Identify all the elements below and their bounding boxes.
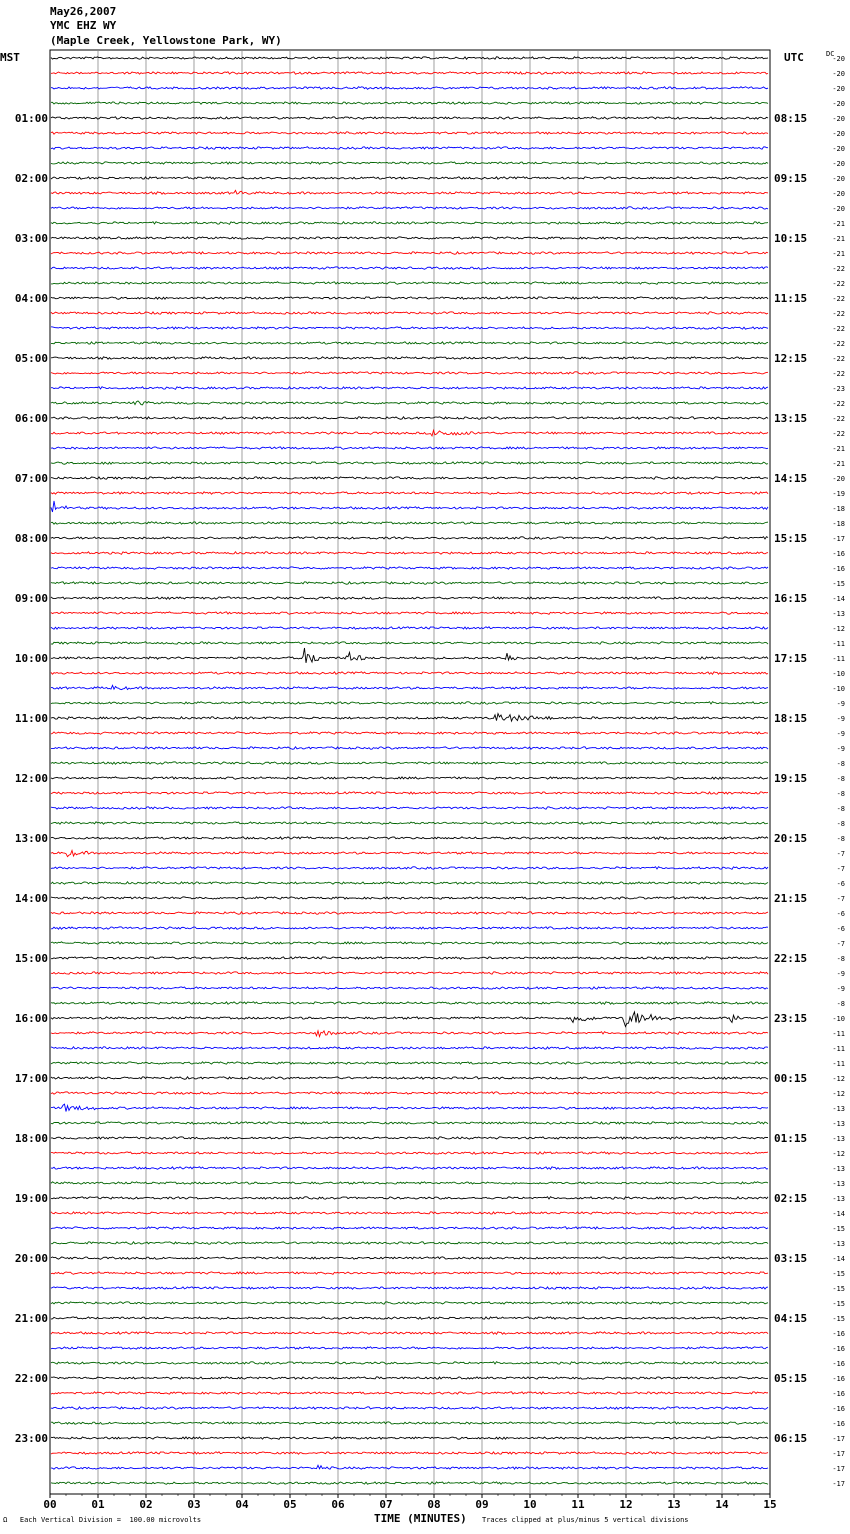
trace-line: [51, 1242, 768, 1244]
dc-offset-label: -16: [832, 1360, 845, 1368]
left-hour-label: 04:00: [14, 292, 48, 305]
trace-line: [51, 912, 768, 914]
trace-line: [51, 417, 768, 419]
left-hour-label: 05:00: [14, 352, 48, 365]
trace-line: [51, 1092, 768, 1094]
trace-line: [51, 1317, 768, 1319]
dc-offset-label: -8: [836, 1000, 845, 1008]
right-hour-label: 23:15: [774, 1012, 808, 1025]
dc-offset-label: -15: [832, 580, 845, 588]
trace-line: [51, 537, 768, 539]
dc-offset-label: -8: [836, 955, 845, 963]
trace-line: [51, 957, 768, 959]
dc-offset-label: -20: [832, 175, 845, 183]
dc-offset-label: -22: [832, 415, 845, 423]
dc-offset-label: -17: [832, 1465, 845, 1473]
date-label: May26,2007: [50, 5, 117, 18]
station-label: YMC EHZ WY: [50, 19, 117, 32]
dc-offset-label: -16: [832, 1345, 845, 1353]
trace-line: [51, 747, 768, 749]
left-hour-label: 17:00: [14, 1072, 48, 1085]
trace-line: [51, 567, 768, 569]
right-hour-label: 12:15: [774, 352, 808, 365]
dc-offset-label: -20: [832, 160, 845, 168]
trace-line: [51, 147, 768, 149]
dc-offset-label: -12: [832, 1150, 845, 1158]
x-tick-label: 06: [331, 1498, 345, 1511]
dc-offset-label: -22: [832, 280, 845, 288]
trace-line: [51, 792, 768, 794]
clip-note: Traces clipped at plus/minus 5 vertical divisions: [482, 1516, 689, 1524]
dc-offset-label: -11: [832, 1060, 845, 1068]
trace-line: [51, 1437, 768, 1439]
dc-offset-label: -14: [832, 595, 845, 603]
dc-offset-label: -15: [832, 1270, 845, 1278]
dc-offset-label: -17: [832, 1450, 845, 1458]
dc-offset-label: -18: [832, 505, 845, 513]
dc-offset-label: -6: [836, 910, 845, 918]
right-hour-label: 03:15: [774, 1252, 808, 1265]
right-hour-label: 22:15: [774, 952, 808, 965]
dc-offset-label: -16: [832, 565, 845, 573]
trace-line: [51, 462, 768, 464]
trace-line: [51, 1482, 768, 1484]
trace-line: [51, 1167, 768, 1170]
trace-line: [51, 597, 768, 599]
trace-line: [51, 1302, 768, 1304]
right-hour-label: 06:15: [774, 1432, 808, 1445]
left-hour-label: 12:00: [14, 772, 48, 785]
trace-line: [51, 582, 768, 584]
trace-line: [51, 297, 768, 299]
trace-line: [51, 972, 768, 974]
trace-line: [51, 1422, 768, 1424]
left-hour-label: 03:00: [14, 232, 48, 245]
dc-offset-label: -6: [836, 880, 845, 888]
dc-offset-label: -14: [832, 1255, 845, 1263]
trace-line: [51, 702, 768, 704]
x-tick-label: 05: [283, 1498, 297, 1511]
dc-offset-label: -20: [832, 190, 845, 198]
trace-line: [51, 312, 768, 314]
dc-offset-label: -22: [832, 340, 845, 348]
dc-offset-label: -23: [832, 385, 845, 393]
left-hour-label: 08:00: [14, 532, 48, 545]
dc-offset-label: -7: [836, 940, 845, 948]
dc-offset-label: -8: [836, 790, 845, 798]
x-tick-label: 04: [235, 1498, 249, 1511]
right-hour-label: 09:15: [774, 172, 808, 185]
dc-offset-label: -16: [832, 1420, 845, 1428]
left-hour-label: 14:00: [14, 892, 48, 905]
left-hour-label: 01:00: [14, 112, 48, 125]
left-hour-label: 02:00: [14, 172, 48, 185]
trace-line: [51, 477, 768, 479]
right-hour-label: 15:15: [774, 532, 808, 545]
dc-offset-label: -20: [832, 475, 845, 483]
trace-line: [51, 1077, 768, 1079]
location-label: (Maple Creek, Yellowstone Park, WY): [50, 34, 282, 47]
dc-offset-label: -7: [836, 865, 845, 873]
dc-offset-label: -10: [832, 685, 845, 693]
trace-line: [51, 942, 768, 944]
x-tick-label: 14: [715, 1498, 729, 1511]
dc-offset-label: -6: [836, 925, 845, 933]
dc-offset-label: -22: [832, 310, 845, 318]
trace-line: [51, 387, 768, 390]
dc-offset-label: -16: [832, 1330, 845, 1338]
dc-offset-label: -13: [832, 1180, 845, 1188]
x-tick-label: 12: [619, 1498, 633, 1511]
dc-offset-label: -22: [832, 430, 845, 438]
trace-line: [51, 552, 768, 555]
vertical-division-note: [3, 1516, 201, 1524]
x-tick-label: 02: [139, 1498, 153, 1511]
trace-line: [51, 1002, 768, 1005]
right-hour-label: 04:15: [774, 1312, 808, 1325]
dc-offset-label: -13: [832, 1240, 845, 1248]
trace-line: [51, 1062, 768, 1064]
trace-line: [51, 357, 768, 360]
dc-offset-label: -16: [832, 1405, 845, 1413]
right-hour-label: 01:15: [774, 1132, 808, 1145]
left-hour-label: 07:00: [14, 472, 48, 485]
dc-offset-label: -20: [832, 145, 845, 153]
dc-offset-label: -9: [836, 715, 845, 723]
dc-offset-label: -22: [832, 295, 845, 303]
dc-offset-label: -11: [832, 655, 845, 663]
left-timezone-label: MST: [0, 51, 20, 64]
right-hour-label: 18:15: [774, 712, 808, 725]
right-hour-label: 00:15: [774, 1072, 808, 1085]
right-hour-label: 10:15: [774, 232, 808, 245]
right-hour-label: 19:15: [774, 772, 808, 785]
trace-line: [51, 714, 768, 722]
dc-offset-label: -10: [832, 670, 845, 678]
dc-offset-header: DC: [826, 50, 835, 58]
dc-offset-label: -9: [836, 730, 845, 738]
trace-line: [51, 207, 768, 209]
dc-offset-label: -21: [832, 250, 845, 258]
dc-offset-label: -22: [832, 355, 845, 363]
dc-offset-label: -22: [832, 370, 845, 378]
dc-offset-label: -20: [832, 115, 845, 123]
left-hour-label: 06:00: [14, 412, 48, 425]
dc-offset-label: -12: [832, 625, 845, 633]
dc-offset-label: -20: [832, 55, 845, 63]
vertical-division-text: Each Vertical Division = 100.00 microvolts: [19, 1516, 202, 1524]
dc-offset-label: -8: [836, 760, 845, 768]
right-timezone-label: UTC: [784, 51, 804, 64]
dc-offset-label: -12: [832, 1090, 845, 1098]
dc-offset-label: -11: [832, 1045, 845, 1053]
right-hour-label: 13:15: [774, 412, 808, 425]
trace-line: [51, 807, 768, 809]
right-hour-label: 05:15: [774, 1372, 808, 1385]
trace-line: [51, 672, 768, 674]
left-hour-label: 18:00: [14, 1132, 48, 1145]
dc-offset-label: -9: [836, 745, 845, 753]
trace-line: [51, 177, 768, 179]
dc-offset-label: -22: [832, 400, 845, 408]
left-hour-label: 20:00: [14, 1252, 48, 1265]
dc-offset-label: -7: [836, 895, 845, 903]
x-tick-label: 11: [571, 1498, 585, 1511]
dc-offset-label: -21: [832, 235, 845, 243]
left-hour-label: 22:00: [14, 1372, 48, 1385]
x-tick-label: 15: [763, 1498, 777, 1511]
trace-line: [51, 87, 768, 90]
left-hour-label: 10:00: [14, 652, 48, 665]
trace-line: [51, 987, 768, 989]
dc-offset-label: -10: [832, 1015, 845, 1023]
trace-line: [51, 642, 768, 644]
trace-line: [51, 522, 768, 524]
dc-offset-label: -9: [836, 700, 845, 708]
dc-offset-label: -18: [832, 520, 845, 528]
trace-line: [51, 1287, 768, 1289]
trace-line: [51, 1257, 768, 1259]
trace-line: [51, 327, 768, 329]
dc-offset-label: -21: [832, 460, 845, 468]
trace-line: [51, 190, 768, 194]
trace-line: [51, 732, 768, 734]
dc-offset-label: -13: [832, 1165, 845, 1173]
x-tick-label: 13: [667, 1498, 681, 1511]
corner-glyph: Ω: [3, 1516, 8, 1524]
dc-offset-label: -20: [832, 130, 845, 138]
dc-offset-label: -13: [832, 1195, 845, 1203]
right-hour-label: 20:15: [774, 832, 808, 845]
trace-line: [51, 867, 768, 870]
trace-line: [51, 897, 768, 899]
left-hour-label: 11:00: [14, 712, 48, 725]
dc-offset-label: -8: [836, 775, 845, 783]
x-axis-title: TIME (MINUTES): [374, 1512, 467, 1525]
trace-line: [51, 1182, 768, 1184]
trace-line: [51, 1465, 768, 1469]
trace-line: [51, 102, 768, 104]
x-tick-label: 08: [427, 1498, 441, 1511]
dc-offset-label: -7: [836, 850, 845, 858]
trace-line: [51, 1272, 768, 1274]
trace-line: [51, 267, 768, 269]
dc-offset-label: -9: [836, 970, 845, 978]
left-hour-label: 13:00: [14, 832, 48, 845]
left-hour-label: 15:00: [14, 952, 48, 965]
x-tick-label: 00: [43, 1498, 57, 1511]
dc-offset-label: -15: [832, 1285, 845, 1293]
trace-line: [51, 57, 768, 59]
dc-offset-label: -13: [832, 1105, 845, 1113]
dc-offset-label: -12: [832, 1075, 845, 1083]
right-hour-label: 16:15: [774, 592, 808, 605]
dc-offset-label: -16: [832, 1390, 845, 1398]
right-hour-label: 08:15: [774, 112, 808, 125]
trace-line: [51, 1031, 768, 1037]
trace-line: [51, 1047, 768, 1049]
right-hour-label: 14:15: [774, 472, 808, 485]
right-hour-label: 11:15: [774, 292, 808, 305]
dc-offset-label: -15: [832, 1300, 845, 1308]
left-hour-label: 19:00: [14, 1192, 48, 1205]
trace-line: [51, 882, 768, 884]
trace-line: [51, 685, 768, 689]
dc-offset-label: -19: [832, 490, 845, 498]
dc-offset-label: -15: [832, 1315, 845, 1323]
left-hour-label: 09:00: [14, 592, 48, 605]
dc-offset-label: -20: [832, 70, 845, 78]
trace-line: [51, 342, 768, 344]
trace-line: [51, 1212, 768, 1214]
dc-offset-label: -21: [832, 445, 845, 453]
dc-offset-label: -16: [832, 550, 845, 558]
dc-offset-label: -9: [836, 985, 845, 993]
trace-line: [51, 492, 768, 494]
right-hour-label: 17:15: [774, 652, 808, 665]
x-tick-label: 09: [475, 1498, 489, 1511]
trace-line: [51, 612, 768, 614]
x-tick-label: 03: [187, 1498, 201, 1511]
trace-line: [51, 237, 768, 239]
x-tick-label: 10: [523, 1498, 537, 1511]
trace-line: [51, 1012, 768, 1027]
dc-offset-label: -13: [832, 1120, 845, 1128]
x-tick-label: 07: [379, 1498, 393, 1511]
trace-line: [51, 1377, 768, 1379]
left-hour-label: 16:00: [14, 1012, 48, 1025]
dc-offset-label: -15: [832, 1225, 845, 1233]
dc-offset-label: -17: [832, 1480, 845, 1488]
dc-offset-label: -8: [836, 820, 845, 828]
trace-line: [51, 837, 768, 840]
trace-line: [51, 282, 768, 284]
left-hour-label: 21:00: [14, 1312, 48, 1325]
right-hour-label: 21:15: [774, 892, 808, 905]
dc-offset-label: -8: [836, 835, 845, 843]
trace-line: [51, 777, 768, 779]
dc-offset-label: -16: [832, 1375, 845, 1383]
dc-offset-label: -8: [836, 805, 845, 813]
trace-line: [51, 1362, 768, 1365]
dc-offset-label: -17: [832, 1435, 845, 1443]
trace-line: [51, 72, 768, 74]
trace-line: [51, 501, 768, 512]
trace-line: [51, 117, 768, 119]
dc-offset-label: -20: [832, 85, 845, 93]
dc-offset-label: -22: [832, 265, 845, 273]
trace-line: [51, 627, 768, 629]
dc-offset-label: -11: [832, 1030, 845, 1038]
trace-line: [51, 162, 768, 164]
dc-offset-label: -14: [832, 1210, 845, 1218]
trace-line: [51, 850, 768, 856]
trace-line: [51, 1197, 768, 1200]
x-tick-label: 01: [91, 1498, 105, 1511]
trace-line: [51, 648, 768, 663]
dc-offset-label: -13: [832, 610, 845, 618]
dc-offset-label: -13: [832, 1135, 845, 1143]
trace-line: [51, 401, 768, 405]
trace-line: [51, 1104, 768, 1111]
dc-offset-label: -20: [832, 100, 845, 108]
trace-line: [51, 252, 768, 254]
right-hour-label: 02:15: [774, 1192, 808, 1205]
trace-line: [51, 447, 768, 449]
trace-line: [51, 1347, 768, 1349]
left-hour-label: 23:00: [14, 1432, 48, 1445]
trace-line: [51, 1122, 768, 1124]
trace-line: [51, 1152, 768, 1154]
trace-line: [51, 132, 768, 134]
trace-line: [51, 762, 768, 764]
plot-frame: [50, 50, 770, 1494]
trace-line: [51, 1137, 768, 1139]
dc-offset-label: -21: [832, 220, 845, 228]
trace-line: [51, 927, 768, 929]
dc-offset-label: -11: [832, 640, 845, 648]
trace-line: [51, 822, 768, 824]
dc-offset-label: -20: [832, 205, 845, 213]
trace-line: [51, 1452, 768, 1454]
trace-line: [51, 1392, 768, 1394]
trace-line: [51, 1407, 768, 1409]
trace-line: [51, 430, 768, 436]
dc-offset-label: -17: [832, 535, 845, 543]
dc-offset-label: -22: [832, 325, 845, 333]
trace-line: [51, 222, 768, 225]
trace-line: [51, 372, 768, 374]
trace-line: [51, 1332, 768, 1335]
trace-line: [51, 1227, 768, 1229]
